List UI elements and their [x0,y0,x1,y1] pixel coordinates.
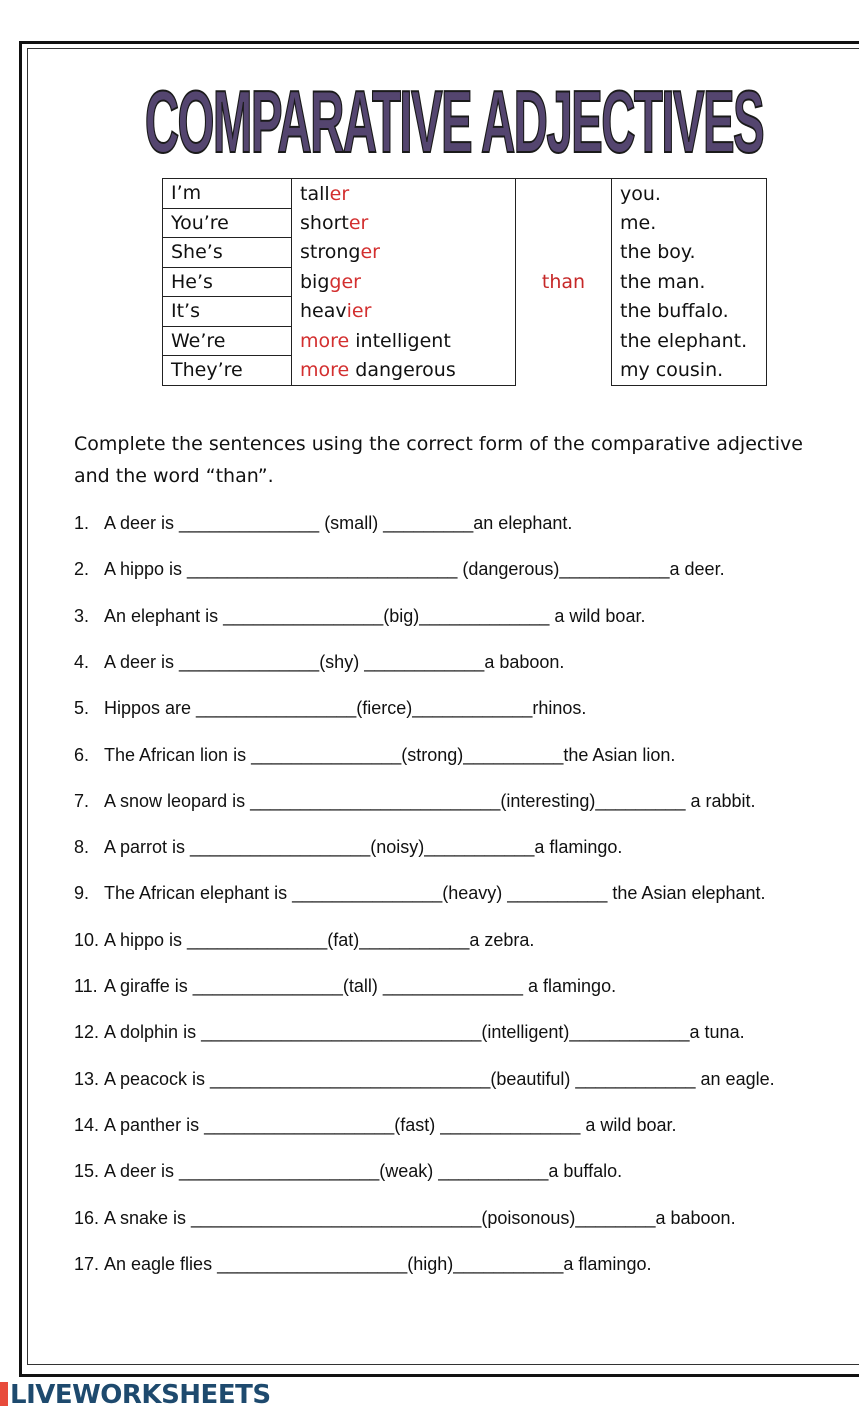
table-row [163,179,767,209]
question-number: 8. [74,837,90,858]
liveworksheets-logo [0,1380,271,1410]
question-text[interactable]: A panther is ___________________(fast) ______________ a wild boar. [104,1114,677,1135]
object-cell: the buffalo. [612,297,767,327]
question-number: 5. [74,698,90,719]
question-text[interactable]: A hippo is ______________(fat)___________a zebra. [104,929,535,950]
subject-cell: I’m [163,179,292,209]
table-row [163,208,767,238]
question-item[interactable] [74,744,675,766]
subject-cell: She’s [163,238,292,268]
subject-cell: He’s [163,267,292,297]
question-item[interactable] [74,651,564,673]
question-number: 7. [74,790,90,811]
adjective-cell [292,208,516,238]
question-item[interactable] [74,1068,775,1090]
subject-cell: It’s [163,297,292,327]
table-row [163,326,767,356]
question-text[interactable]: The African elephant is _______________(heavy) __________ the Asian elephant. [104,883,766,904]
comparative-suffix: ier [346,300,372,323]
adjective-cell [292,356,516,386]
object-cell: the elephant. [612,326,767,356]
table-row [163,297,767,327]
comparative-suffix: er [329,182,350,205]
question-item[interactable] [74,1021,745,1043]
question-item[interactable] [74,929,534,951]
comparative-table [162,178,767,386]
question-text[interactable]: A parrot is __________________(noisy)___________a flamingo. [104,837,623,858]
adjective-cell [292,297,516,327]
question-item[interactable] [74,558,725,580]
question-item[interactable] [74,605,645,627]
more-word: more [300,329,350,352]
question-text[interactable]: An elephant is ________________(big)_____________ a wild boar. [104,605,646,626]
question-number: 2. [74,559,90,580]
question-number: 10. [74,929,100,950]
object-cell: my cousin. [612,356,767,386]
adjective-cell [292,238,516,268]
object-cell: me. [612,208,767,238]
logo-icon [0,1382,8,1406]
question-item[interactable] [74,790,756,812]
question-item[interactable] [74,512,572,534]
question-text[interactable]: A snow leopard is _________________________(interesting)_________ a rabbit. [104,790,756,811]
adjective-base: tall [300,182,330,205]
adjective-base: strong [300,241,361,264]
question-text[interactable]: Hippos are ________________(fierce)____________rhinos. [104,698,587,719]
comparative-suffix: ger [329,270,361,293]
question-text[interactable]: A giraffe is _______________(tall) ______________ a flamingo. [104,976,617,996]
subject-cell: They’re [163,356,292,386]
question-number: 12. [74,1022,100,1043]
subject-cell: You’re [163,208,292,238]
adjective-base: short [300,211,349,234]
object-cell: the boy. [612,238,767,268]
question-item[interactable] [74,697,586,719]
object-cell: you. [612,179,767,209]
question-item[interactable] [74,836,622,858]
subject-cell: We’re [163,326,292,356]
instructions: Complete the sentences using the correct form of the comparative adjective and the word “than”. [74,433,803,487]
question-item[interactable] [74,975,616,997]
table-row [163,267,767,297]
question-text[interactable]: A snake is _____________________________(poisonous)________a baboon. [104,1207,736,1228]
question-item[interactable] [74,882,766,904]
adjective-base: heav [300,300,347,323]
adjective-base: dangerous [349,359,456,381]
table-row [163,356,767,386]
logo-text: LIVEWORKSHEETS [10,1380,271,1410]
table-row [163,238,767,268]
question-number: 13. [74,1068,100,1089]
question-text[interactable]: A dolphin is ____________________________(intelligent)____________a tuna. [104,1022,745,1043]
question-number: 4. [74,651,90,672]
object-cell: the man. [612,267,767,297]
question-number: 6. [74,744,90,765]
question-text[interactable]: A hippo is ___________________________ (dangerous)___________a deer. [104,559,725,580]
question-item[interactable] [74,1114,676,1136]
question-number: 1. [74,513,90,533]
comparative-suffix: er [360,241,380,264]
question-text[interactable]: A deer is ______________(shy) ____________a baboon. [104,651,565,672]
question-text[interactable]: An eagle flies ___________________(high)___________a flamingo. [104,1253,652,1274]
question-item[interactable] [74,1253,651,1275]
comparative-suffix: er [348,211,369,234]
question-text[interactable]: A deer is ____________________(weak) ___________a buffalo. [104,1161,623,1182]
question-number: 17. [74,1253,100,1274]
more-word: more [300,359,350,381]
worksheet-title: COMPARATIVE ADJECTIVES [144,72,764,171]
adjective-cell [292,267,516,297]
question-text[interactable]: The African lion is _______________(strong)__________the Asian lion. [104,744,676,765]
question-number: 9. [74,883,90,904]
question-number: 15. [74,1161,100,1182]
adjective-cell [292,179,516,209]
question-number: 16. [74,1207,100,1228]
question-item[interactable] [74,1160,622,1182]
than-cell: than [516,179,612,386]
question-text[interactable]: A deer is ______________ (small) _________an elephant. [104,513,573,533]
adjective-base: big [300,270,330,293]
adjective-cell [292,326,516,356]
question-item[interactable] [74,1207,736,1229]
question-number: 3. [74,605,90,626]
question-text[interactable]: A peacock is ____________________________(beautiful) ____________ an eagle. [104,1068,775,1089]
question-number: 14. [74,1114,100,1135]
adjective-base: intelligent [349,329,451,352]
question-number: 11. [74,976,98,996]
